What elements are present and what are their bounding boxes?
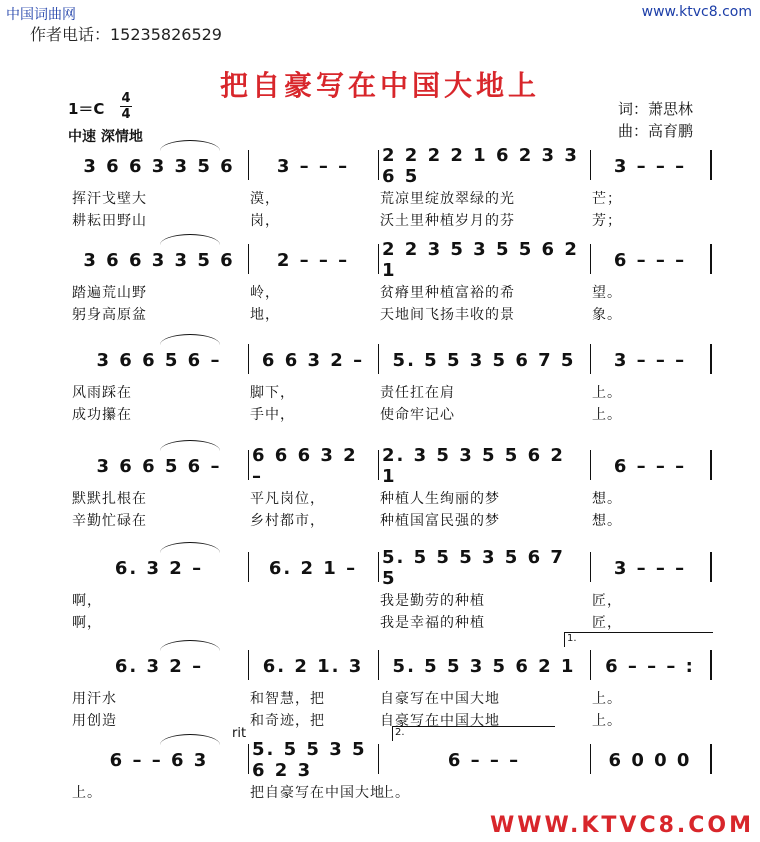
lyric-segment: 象。	[592, 307, 622, 323]
lyric-segment: 上。	[72, 785, 102, 801]
measure: 6. 2 1. 3	[262, 655, 364, 677]
lyric-segment: 把自豪写在中国大地	[250, 785, 385, 801]
measure: 6 – – 6 3	[109, 749, 209, 771]
lyric-segment: 上。	[592, 407, 622, 423]
lyric-segment: 想。	[592, 513, 622, 529]
lyric-segment: 耕耘田野山	[72, 213, 147, 229]
measure: 6. 3 2 –	[114, 655, 204, 677]
lyric-segment: 踏遍荒山野	[72, 285, 147, 301]
lyric-segment: 脚下，	[250, 385, 295, 401]
tempo-marking: 中速 深情地	[68, 129, 143, 145]
lyric-segment: 辛勤忙碌在	[72, 513, 147, 529]
barline	[248, 244, 249, 274]
lyric-segment: 匠，	[592, 593, 622, 609]
lyric-line	[68, 382, 708, 402]
lyric-segment: 岗，	[250, 213, 280, 229]
lyric-segment: 乡村都市，	[250, 513, 325, 529]
volta-bracket: 2.	[392, 726, 555, 741]
barline	[590, 650, 591, 680]
barline	[710, 744, 712, 774]
lyric-line	[68, 782, 708, 802]
measure: 3 6 6 3 3 5 6	[83, 155, 235, 177]
measure: 6 – – –	[613, 455, 687, 477]
lyric-segment: 荒凉里绽放翠绿的光	[380, 191, 515, 207]
barline	[590, 344, 591, 374]
measure: 6. 2 1 –	[268, 557, 358, 579]
barline	[590, 450, 591, 480]
lyric-segment: 地，	[250, 307, 280, 323]
lyric-segment: 手中，	[250, 407, 295, 423]
lyric-segment: 我是勤劳的种植	[380, 593, 485, 609]
slur	[160, 734, 220, 745]
barline	[248, 744, 249, 774]
key-signature: 1＝C	[68, 100, 105, 118]
barline	[248, 150, 249, 180]
slur	[160, 140, 220, 151]
lyric-line	[68, 612, 708, 632]
barline	[590, 244, 591, 274]
time-signature	[120, 92, 132, 121]
slur	[160, 234, 220, 245]
measure: 6 – – – :	[605, 655, 695, 677]
measure: 3 – – –	[613, 349, 687, 371]
lyric-segment: 种植国富民强的梦	[380, 513, 500, 529]
slur	[160, 542, 220, 553]
barline	[590, 150, 591, 180]
barline	[710, 150, 712, 180]
measure: 5. 5 5 5 3 5 6 7 5	[382, 547, 565, 589]
lyric-line	[68, 488, 708, 508]
barline	[710, 552, 712, 582]
lyric-segment: 用创造	[72, 713, 117, 729]
measure: 5. 5 5 3 5 6 7 5	[392, 349, 576, 371]
measure: 2 2 2 2 1 6 2 3 3 6 5	[382, 145, 579, 187]
lyric-segment: 风雨踩在	[72, 385, 132, 401]
barline	[248, 344, 249, 374]
barline	[378, 150, 379, 180]
barline	[378, 650, 379, 680]
measure: 2 2 3 5 3 5 5 6 2 1	[382, 239, 579, 281]
barline	[710, 650, 712, 680]
score-system	[70, 240, 710, 280]
lyric-segment: 默默扎根在	[72, 491, 147, 507]
time-signature-bottom: 4	[121, 107, 131, 122]
barline	[710, 344, 712, 374]
lyric-segment: 平凡岗位，	[250, 491, 325, 507]
author-contact: 作者电话：15235826529	[30, 25, 222, 44]
lyric-line	[68, 710, 708, 730]
slur	[160, 440, 220, 451]
lyric-segment: 芒；	[592, 191, 622, 207]
song-title: 把自豪写在中国大地上	[219, 69, 540, 102]
measure: 6 6 6 3 2 –	[252, 445, 358, 487]
barline	[378, 450, 379, 480]
lyric-segment: 躬身高原盆	[72, 307, 147, 323]
lyric-segment: 漠，	[250, 191, 280, 207]
lyricist-credit: 词：萧思林	[618, 100, 694, 118]
lyric-line	[68, 404, 708, 424]
barline	[710, 450, 712, 480]
lyric-line	[68, 590, 708, 610]
lyric-segment: 匠，	[592, 615, 622, 631]
barline	[248, 552, 249, 582]
barline	[710, 244, 712, 274]
slur	[160, 334, 220, 345]
measure: 3 6 6 5 6 –	[96, 349, 222, 371]
lyric-line	[68, 688, 708, 708]
lyric-segment: 责任扛在肩	[380, 385, 455, 401]
site-name-link[interactable]: 中国词曲网	[6, 7, 76, 23]
barline	[378, 244, 379, 274]
lyric-segment: 和奇迹，把	[250, 713, 325, 729]
lyric-segment: 沃土里种植岁月的芬	[380, 213, 515, 229]
lyric-line	[68, 188, 708, 208]
score-system	[70, 633, 710, 686]
lyric-segment: 自豪写在中国大地	[380, 713, 500, 729]
lyric-segment: 芳；	[592, 213, 622, 229]
measure: 2 – – –	[276, 249, 350, 271]
score-system	[70, 548, 710, 588]
lyric-segment: 想。	[592, 491, 622, 507]
lyric-segment: 望。	[592, 285, 622, 301]
lyric-segment: 啊，	[72, 593, 102, 609]
barline	[590, 744, 591, 774]
barline	[248, 450, 249, 480]
lyric-segment: 上。	[592, 713, 622, 729]
lyric-segment: 成功攥在	[72, 407, 132, 423]
lyric-segment: 自豪写在中国大地	[380, 691, 500, 707]
time-signature-top: 4	[121, 91, 131, 106]
volta-bracket: 1.	[564, 632, 713, 647]
lyric-line	[68, 304, 708, 324]
lyric-line	[68, 210, 708, 230]
measure: 3 6 6 5 6 –	[96, 455, 222, 477]
lyric-segment: 岭，	[250, 285, 280, 301]
lyric-segment: 和智慧，把	[250, 691, 325, 707]
measure: 6 0 0 0	[608, 749, 692, 771]
measure: 6 – – –	[613, 249, 687, 271]
lyric-segment: 使命牢记心	[380, 407, 455, 423]
lyric-segment: 贫瘠里种植富裕的希	[380, 285, 515, 301]
score-system	[70, 146, 710, 186]
measure: 2. 3 5 3 5 5 6 2 1	[382, 445, 565, 487]
measure: 6 6 3 2 –	[261, 349, 365, 371]
barline	[590, 552, 591, 582]
measure: 6 – – –	[447, 749, 521, 771]
measure: 5. 5 5 3 5 6 2 3	[252, 739, 367, 781]
barline	[248, 650, 249, 680]
lyric-segment: 天地间飞扬丰收的景	[380, 307, 515, 323]
lyric-segment: 啊，	[72, 615, 102, 631]
lyric-segment: 上。	[380, 785, 410, 801]
lyric-segment: 用汗水	[72, 691, 117, 707]
barline	[378, 344, 379, 374]
lyric-segment: 挥汗戈壁大	[72, 191, 147, 207]
ritardando-marking: rit	[232, 726, 247, 741]
composer-credit: 曲：高育鹏	[618, 122, 694, 140]
lyric-line	[68, 510, 708, 530]
lyric-segment: 上。	[592, 691, 622, 707]
lyric-line	[68, 282, 708, 302]
measure: 3 – – –	[613, 557, 687, 579]
score-system	[70, 446, 710, 486]
score-system	[70, 340, 710, 380]
lyric-segment: 我是幸福的种植	[380, 615, 485, 631]
measure: 6. 3 2 –	[114, 557, 204, 579]
barline	[378, 552, 379, 582]
measure: 3 – – –	[276, 155, 350, 177]
measure: 3 – – –	[613, 155, 687, 177]
barline	[378, 744, 379, 774]
slur	[160, 640, 220, 651]
measure: 5. 5 5 3 5 6 2 1	[392, 655, 576, 677]
site-url-link[interactable]: www.ktvc8.com	[641, 4, 752, 20]
measure: 3 6 6 3 3 5 6	[83, 249, 235, 271]
lyric-segment: 上。	[592, 385, 622, 401]
lyric-segment: 种植人生绚丽的梦	[380, 491, 500, 507]
watermark: WWW.KTVC8.COM	[490, 813, 754, 838]
